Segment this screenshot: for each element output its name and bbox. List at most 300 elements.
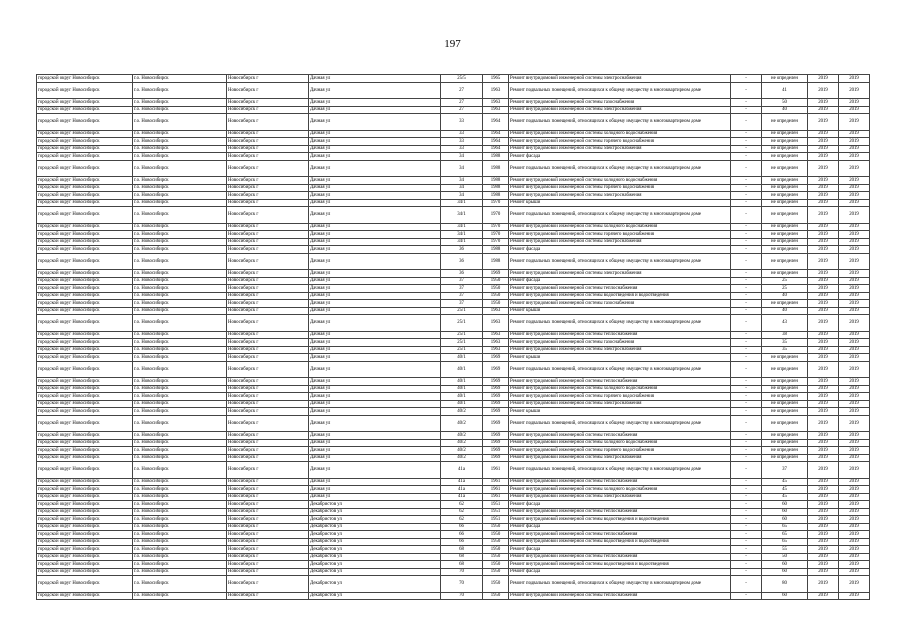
settlement-cell: г.о. Новосибирск (133, 331, 227, 339)
work-type-cell: Ремонт внутридомовой инженерной системы электроснабжения (509, 75, 731, 83)
build-year-cell: 1988 (483, 246, 509, 254)
build-year-cell: 1961 (483, 478, 509, 486)
city-cell: Новосибирск г (227, 292, 309, 300)
municipality-cell: городской округ Новосибирск (37, 82, 133, 99)
street-cell: Дачная ул (309, 199, 441, 207)
city-cell: Новосибирск г (227, 516, 309, 524)
city-cell: Новосибирск г (227, 346, 309, 354)
build-year-cell: 1964 (483, 114, 509, 131)
start-year-cell: 2019 (808, 568, 839, 576)
street-cell: Дачная ул (309, 285, 441, 293)
table-row (37, 462, 870, 479)
volume-cell: не определен (762, 270, 808, 278)
table-row (37, 516, 870, 524)
house-number-cell: 40/2 (441, 447, 483, 455)
build-year-cell: 1970 (483, 238, 509, 246)
municipality-cell: городской округ Новосибирск (37, 568, 133, 576)
city-cell: Новосибирск г (227, 592, 309, 600)
city-cell: Новосибирск г (227, 439, 309, 447)
city-cell: Новосибирск г (227, 531, 309, 539)
municipality-cell: городской округ Новосибирск (37, 184, 133, 192)
street-cell: Дачная ул (309, 478, 441, 486)
work-type-cell: Ремонт внутридомовой инженерной системы электроснабжения (509, 192, 731, 200)
municipality-cell: городской округ Новосибирск (37, 454, 133, 462)
work-type-cell: Ремонт внутридомовой инженерной системы горячего водоснабжения (509, 184, 731, 192)
start-year-cell: 2019 (808, 106, 839, 114)
work-type-cell: Ремонт внутридомовой инженерной системы горячего водоснабжения (509, 138, 731, 146)
settlement-cell: г.о. Новосибирск (133, 270, 227, 278)
municipality-cell: городской округ Новосибирск (37, 493, 133, 501)
volume-cell: 38 (762, 331, 808, 339)
house-number-cell: 37 (441, 300, 483, 308)
street-cell: Дачная ул (309, 292, 441, 300)
start-year-cell: 2019 (808, 300, 839, 308)
build-year-cell: 1969 (483, 432, 509, 440)
end-year-cell: 2019 (839, 592, 870, 600)
table-row (37, 361, 870, 378)
dash-cell: - (731, 223, 762, 231)
municipality-cell: городской округ Новосибирск (37, 339, 133, 347)
dash-cell: - (731, 75, 762, 83)
volume-cell: не определен (762, 138, 808, 146)
volume-cell: 25 (762, 285, 808, 293)
settlement-cell: г.о. Новосибирск (133, 516, 227, 524)
settlement-cell: г.о. Новосибирск (133, 346, 227, 354)
city-cell: Новосибирск г (227, 553, 309, 561)
work-type-cell: Ремонт внутридомовой инженерной системы холодного водоснабжения (509, 439, 731, 447)
build-year-cell: 1950 (483, 592, 509, 600)
house-number-cell: 68 (441, 546, 483, 554)
municipality-cell: городской округ Новосибирск (37, 153, 133, 161)
build-year-cell: 1950 (483, 561, 509, 569)
municipality-cell: городской округ Новосибирск (37, 393, 133, 401)
volume-cell: не определен (762, 393, 808, 401)
dash-cell: - (731, 486, 762, 494)
table-row (37, 339, 870, 347)
street-cell: Дачная ул (309, 454, 441, 462)
build-year-cell: 1963 (483, 346, 509, 354)
settlement-cell: г.о. Новосибирск (133, 106, 227, 114)
house-number-cell: 34 (441, 153, 483, 161)
house-number-cell: 25/1 (441, 331, 483, 339)
table-row (37, 354, 870, 362)
table-row (37, 592, 870, 600)
build-year-cell: 1988 (483, 192, 509, 200)
street-cell: Дачная ул (309, 307, 441, 315)
street-cell: Дачная ул (309, 346, 441, 354)
dash-cell: - (731, 538, 762, 546)
volume-cell: не определен (762, 454, 808, 462)
work-type-cell: Ремонт подвальных помещений, относящихся к общему имуществу в многоквартирном доме (509, 576, 731, 593)
house-number-cell: 34/1 (441, 207, 483, 224)
table-row (37, 292, 870, 300)
settlement-cell: г.о. Новосибирск (133, 138, 227, 146)
table-row (37, 300, 870, 308)
start-year-cell: 2019 (808, 546, 839, 554)
settlement-cell: г.о. Новосибирск (133, 454, 227, 462)
settlement-cell: г.о. Новосибирск (133, 177, 227, 185)
municipality-cell: городской округ Новосибирск (37, 523, 133, 531)
start-year-cell: 2019 (808, 207, 839, 224)
build-year-cell: 1950 (483, 538, 509, 546)
settlement-cell: г.о. Новосибирск (133, 354, 227, 362)
start-year-cell: 2019 (808, 508, 839, 516)
volume-cell: 45 (762, 486, 808, 494)
municipality-cell: городской округ Новосибирск (37, 99, 133, 107)
city-cell: Новосибирск г (227, 447, 309, 455)
municipality-cell: городской округ Новосибирск (37, 346, 133, 354)
dash-cell: - (731, 415, 762, 432)
table-row (37, 523, 870, 531)
work-type-cell: Ремонт внутридомовой инженерной системы теплоснабжения (509, 478, 731, 486)
city-cell: Новосибирск г (227, 501, 309, 509)
work-type-cell: Ремонт фасада (509, 523, 731, 531)
work-type-cell: Ремонт внутридомовой инженерной системы теплоснабжения (509, 432, 731, 440)
street-cell: Декабристов ул (309, 531, 441, 539)
start-year-cell: 2019 (808, 231, 839, 239)
settlement-cell: г.о. Новосибирск (133, 486, 227, 494)
end-year-cell: 2019 (839, 331, 870, 339)
work-type-cell: Ремонт крыши (509, 354, 731, 362)
end-year-cell: 2019 (839, 177, 870, 185)
end-year-cell: 2019 (839, 99, 870, 107)
municipality-cell: городской округ Новосибирск (37, 516, 133, 524)
volume-cell: не определен (762, 400, 808, 408)
build-year-cell: 1964 (483, 138, 509, 146)
end-year-cell: 2019 (839, 106, 870, 114)
build-year-cell: 1951 (483, 508, 509, 516)
work-type-cell: Ремонт внутридомовой инженерной системы электроснабжения (509, 145, 731, 153)
build-year-cell: 1969 (483, 385, 509, 393)
municipality-cell: городской округ Новосибирск (37, 106, 133, 114)
dash-cell: - (731, 292, 762, 300)
table-row (37, 576, 870, 593)
settlement-cell: г.о. Новосибирск (133, 99, 227, 107)
volume-cell: 35 (762, 339, 808, 347)
house-number-cell: 41а (441, 462, 483, 479)
start-year-cell: 2019 (808, 462, 839, 479)
table-row (37, 238, 870, 246)
street-cell: Дачная ул (309, 339, 441, 347)
settlement-cell: г.о. Новосибирск (133, 393, 227, 401)
settlement-cell: г.о. Новосибирск (133, 160, 227, 177)
table-row (37, 538, 870, 546)
street-cell: Дачная ул (309, 253, 441, 270)
start-year-cell: 2019 (808, 270, 839, 278)
settlement-cell: г.о. Новосибирск (133, 432, 227, 440)
table-row (37, 246, 870, 254)
city-cell: Новосибирск г (227, 300, 309, 308)
volume-cell: не определен (762, 177, 808, 185)
city-cell: Новосибирск г (227, 486, 309, 494)
volume-cell: 60 (762, 516, 808, 524)
house-number-cell: 40/1 (441, 400, 483, 408)
city-cell: Новосибирск г (227, 270, 309, 278)
start-year-cell: 2019 (808, 160, 839, 177)
build-year-cell: 1969 (483, 415, 509, 432)
municipality-cell: городской округ Новосибирск (37, 462, 133, 479)
start-year-cell: 2019 (808, 99, 839, 107)
table-row (37, 153, 870, 161)
settlement-cell: г.о. Новосибирск (133, 462, 227, 479)
city-cell: Новосибирск г (227, 307, 309, 315)
build-year-cell: 1969 (483, 270, 509, 278)
street-cell: Декабристов ул (309, 576, 441, 593)
table-row (37, 315, 870, 332)
city-cell: Новосибирск г (227, 393, 309, 401)
end-year-cell: 2019 (839, 538, 870, 546)
volume-cell: не определен (762, 385, 808, 393)
end-year-cell: 2019 (839, 408, 870, 416)
build-year-cell: 1961 (483, 486, 509, 494)
build-year-cell: 1964 (483, 130, 509, 138)
work-type-cell: Ремонт внутридомовой инженерной системы газоснабжения (509, 339, 731, 347)
table-row (37, 130, 870, 138)
street-cell: Декабристов ул (309, 546, 441, 554)
start-year-cell: 2019 (808, 378, 839, 386)
end-year-cell: 2019 (839, 361, 870, 378)
volume-cell: 55 (762, 546, 808, 554)
start-year-cell: 2019 (808, 439, 839, 447)
street-cell: Дачная ул (309, 493, 441, 501)
end-year-cell: 2019 (839, 561, 870, 569)
table-row (37, 378, 870, 386)
work-type-cell: Ремонт внутридомовой инженерной системы теплоснабжения (509, 553, 731, 561)
table-row (37, 561, 870, 569)
end-year-cell: 2019 (839, 192, 870, 200)
end-year-cell: 2019 (839, 462, 870, 479)
build-year-cell: 1988 (483, 253, 509, 270)
municipality-cell: городской округ Новосибирск (37, 331, 133, 339)
volume-cell: 50 (762, 553, 808, 561)
house-number-cell: 40/1 (441, 378, 483, 386)
work-type-cell: Ремонт подвальных помещений, относящихся к общему имуществу в многоквартирном доме (509, 160, 731, 177)
work-type-cell: Ремонт фасада (509, 568, 731, 576)
dash-cell: - (731, 315, 762, 332)
city-cell: Новосибирск г (227, 192, 309, 200)
house-number-cell: 66 (441, 538, 483, 546)
street-cell: Декабристов ул (309, 561, 441, 569)
table-row (37, 177, 870, 185)
start-year-cell: 2019 (808, 307, 839, 315)
settlement-cell: г.о. Новосибирск (133, 501, 227, 509)
street-cell: Дачная ул (309, 415, 441, 432)
settlement-cell: г.о. Новосибирск (133, 253, 227, 270)
house-number-cell: 27 (441, 106, 483, 114)
dash-cell: - (731, 432, 762, 440)
work-type-cell: Ремонт внутридомовой инженерной системы холодного водоснабжения (509, 486, 731, 494)
house-number-cell: 37 (441, 277, 483, 285)
volume-cell: не определен (762, 114, 808, 131)
dash-cell: - (731, 546, 762, 554)
dash-cell: - (731, 246, 762, 254)
dash-cell: - (731, 439, 762, 447)
house-number-cell: 33 (441, 138, 483, 146)
municipality-cell: городской округ Новосибирск (37, 508, 133, 516)
volume-cell: не определен (762, 415, 808, 432)
city-cell: Новосибирск г (227, 462, 309, 479)
settlement-cell: г.о. Новосибирск (133, 238, 227, 246)
house-number-cell: 25/1 (441, 346, 483, 354)
dash-cell: - (731, 277, 762, 285)
street-cell: Дачная ул (309, 160, 441, 177)
build-year-cell: 1965 (483, 75, 509, 83)
city-cell: Новосибирск г (227, 231, 309, 239)
volume-cell: не определен (762, 253, 808, 270)
street-cell: Дачная ул (309, 361, 441, 378)
street-cell: Декабристов ул (309, 592, 441, 600)
work-type-cell: Ремонт внутридомовой инженерной системы холодного водоснабжения (509, 177, 731, 185)
municipality-cell: городской округ Новосибирск (37, 75, 133, 83)
volume-cell: 65 (762, 538, 808, 546)
dash-cell: - (731, 561, 762, 569)
page-number: 197 (444, 38, 461, 50)
build-year-cell: 1950 (483, 576, 509, 593)
city-cell: Новосибирск г (227, 538, 309, 546)
work-type-cell: Ремонт подвальных помещений, относящихся к общему имуществу в многоквартирном доме (509, 462, 731, 479)
work-type-cell: Ремонт подвальных помещений, относящихся к общему имуществу в многоквартирном доме (509, 114, 731, 131)
house-number-cell: 40/1 (441, 393, 483, 401)
volume-cell: не определен (762, 184, 808, 192)
house-number-cell: 70 (441, 576, 483, 593)
street-cell: Дачная ул (309, 393, 441, 401)
house-number-cell: 33 (441, 145, 483, 153)
build-year-cell: 1950 (483, 300, 509, 308)
volume-cell: не определен (762, 75, 808, 83)
house-number-cell: 40/2 (441, 439, 483, 447)
city-cell: Новосибирск г (227, 114, 309, 131)
volume-cell: не определен (762, 199, 808, 207)
start-year-cell: 2019 (808, 145, 839, 153)
municipality-cell: городской округ Новосибирск (37, 207, 133, 224)
start-year-cell: 2019 (808, 199, 839, 207)
settlement-cell: г.о. Новосибирск (133, 400, 227, 408)
work-type-cell: Ремонт подвальных помещений, относящихся к общему имуществу в многоквартирном доме (509, 253, 731, 270)
street-cell: Дачная ул (309, 270, 441, 278)
settlement-cell: г.о. Новосибирск (133, 277, 227, 285)
municipality-cell: городской округ Новосибирск (37, 478, 133, 486)
table-row (37, 553, 870, 561)
build-year-cell: 1969 (483, 393, 509, 401)
work-type-cell: Ремонт внутридомовой инженерной системы электроснабжения (509, 493, 731, 501)
city-cell: Новосибирск г (227, 277, 309, 285)
build-year-cell: 1969 (483, 361, 509, 378)
settlement-cell: г.о. Новосибирск (133, 568, 227, 576)
work-type-cell: Ремонт внутридомовой инженерной системы теплоснабжения (509, 378, 731, 386)
volume-cell: не определен (762, 207, 808, 224)
work-type-cell: Ремонт внутридомовой инженерной системы водоотведения и водоотведения (509, 292, 731, 300)
end-year-cell: 2019 (839, 153, 870, 161)
municipality-cell: городской округ Новосибирск (37, 408, 133, 416)
street-cell: Дачная ул (309, 99, 441, 107)
street-cell: Дачная ул (309, 246, 441, 254)
settlement-cell: г.о. Новосибирск (133, 199, 227, 207)
dash-cell: - (731, 138, 762, 146)
municipality-cell: городской округ Новосибирск (37, 300, 133, 308)
settlement-cell: г.о. Новосибирск (133, 592, 227, 600)
end-year-cell: 2019 (839, 454, 870, 462)
municipality-cell: городской округ Новосибирск (37, 447, 133, 455)
build-year-cell: 1961 (483, 462, 509, 479)
dash-cell: - (731, 531, 762, 539)
street-cell: Дачная ул (309, 385, 441, 393)
work-type-cell: Ремонт фасада (509, 246, 731, 254)
start-year-cell: 2019 (808, 114, 839, 131)
street-cell: Дачная ул (309, 207, 441, 224)
end-year-cell: 2019 (839, 231, 870, 239)
start-year-cell: 2019 (808, 75, 839, 83)
municipality-cell: городской округ Новосибирск (37, 231, 133, 239)
build-year-cell: 1969 (483, 447, 509, 455)
start-year-cell: 2019 (808, 493, 839, 501)
work-type-cell: Ремонт внутридомовой инженерной системы теплоснабжения (509, 508, 731, 516)
work-type-cell: Ремонт внутридомовой инженерной системы электроснабжения (509, 270, 731, 278)
city-cell: Новосибирск г (227, 99, 309, 107)
settlement-cell: г.о. Новосибирск (133, 285, 227, 293)
table-row (37, 531, 870, 539)
house-number-cell: 25/1 (441, 339, 483, 347)
work-type-cell: Ремонт внутридомовой инженерной системы газоснабжения (509, 99, 731, 107)
table-row (37, 231, 870, 239)
dash-cell: - (731, 393, 762, 401)
city-cell: Новосибирск г (227, 400, 309, 408)
street-cell: Дачная ул (309, 439, 441, 447)
work-type-cell: Ремонт внутридомовой инженерной системы электроснабжения (509, 238, 731, 246)
end-year-cell: 2019 (839, 82, 870, 99)
city-cell: Новосибирск г (227, 184, 309, 192)
dash-cell: - (731, 160, 762, 177)
city-cell: Новосибирск г (227, 454, 309, 462)
house-number-cell: 25/5 (441, 75, 483, 83)
settlement-cell: г.о. Новосибирск (133, 82, 227, 99)
table-row (37, 432, 870, 440)
table-row (37, 400, 870, 408)
house-number-cell: 41а (441, 486, 483, 494)
municipality-cell: городской округ Новосибирск (37, 130, 133, 138)
dash-cell: - (731, 285, 762, 293)
dash-cell: - (731, 339, 762, 347)
house-number-cell: 33 (441, 114, 483, 131)
city-cell: Новосибирск г (227, 378, 309, 386)
volume-cell: 60 (762, 561, 808, 569)
dash-cell: - (731, 354, 762, 362)
settlement-cell: г.о. Новосибирск (133, 546, 227, 554)
build-year-cell: 1963 (483, 331, 509, 339)
volume-cell: не определен (762, 223, 808, 231)
end-year-cell: 2019 (839, 223, 870, 231)
street-cell: Дачная ул (309, 82, 441, 99)
house-number-cell: 27 (441, 82, 483, 99)
street-cell: Дачная ул (309, 231, 441, 239)
end-year-cell: 2019 (839, 199, 870, 207)
dash-cell: - (731, 99, 762, 107)
table-row (37, 385, 870, 393)
start-year-cell: 2019 (808, 246, 839, 254)
end-year-cell: 2019 (839, 339, 870, 347)
volume-cell: 60 (762, 508, 808, 516)
build-year-cell: 1963 (483, 315, 509, 332)
build-year-cell: 1969 (483, 408, 509, 416)
house-number-cell: 70 (441, 592, 483, 600)
street-cell: Дачная ул (309, 75, 441, 83)
start-year-cell: 2019 (808, 277, 839, 285)
house-number-cell: 41а (441, 493, 483, 501)
volume-cell: не определен (762, 447, 808, 455)
work-type-cell: Ремонт крыши (509, 307, 731, 315)
build-year-cell: 1950 (483, 292, 509, 300)
table-row (37, 486, 870, 494)
end-year-cell: 2019 (839, 292, 870, 300)
